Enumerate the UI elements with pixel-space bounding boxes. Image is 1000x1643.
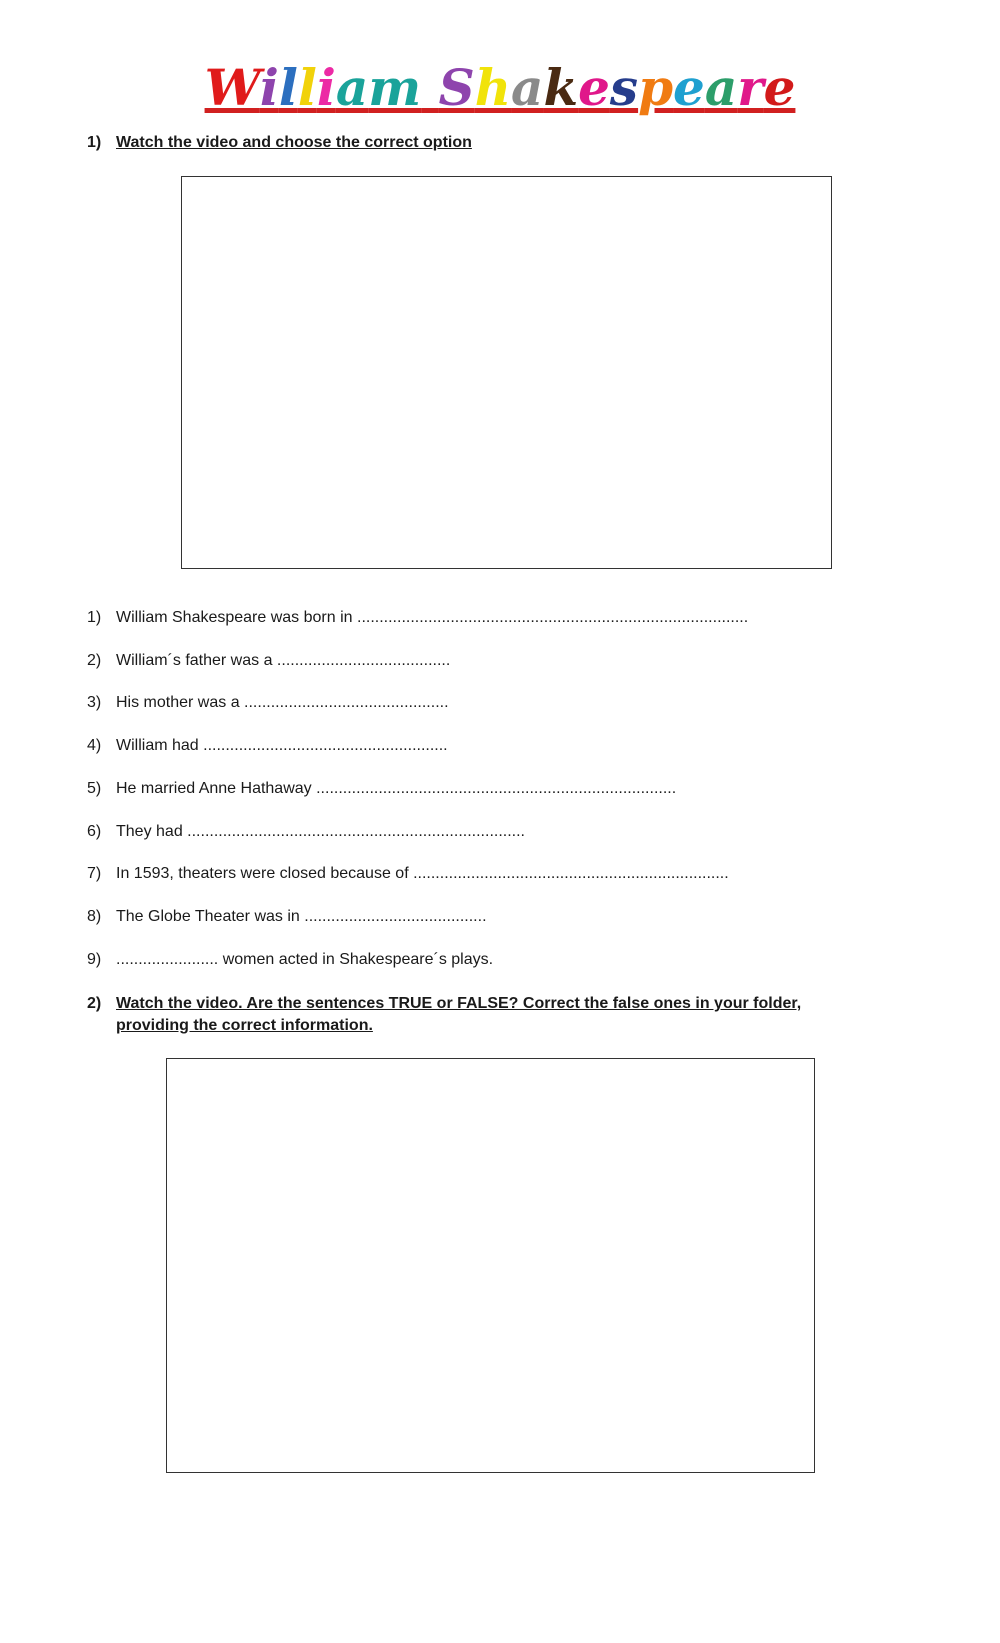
title-letter — [421, 58, 438, 117]
question-row — [87, 692, 449, 714]
question-text: They had ............................................................................ — [116, 823, 525, 840]
question-text: William Shakespeare was born in ........................................................................................ — [116, 609, 749, 626]
title-letter: S — [438, 58, 475, 117]
question-row — [87, 949, 493, 971]
question-row — [87, 778, 676, 800]
section-1-heading-text: Watch the video and choose the correct option — [116, 134, 472, 151]
question-row — [87, 735, 448, 757]
section-1-number: 1) — [87, 134, 102, 151]
title-letter: l — [297, 58, 317, 117]
title-letter: m — [368, 58, 422, 117]
title-letter: l — [278, 58, 298, 117]
title-letter: k — [543, 58, 579, 117]
question-text: William had ....................................................... — [116, 737, 448, 754]
question-number: 3) — [87, 694, 102, 711]
question-row — [87, 650, 450, 672]
title-letter: p — [638, 58, 674, 117]
title-letter: e — [578, 58, 610, 117]
question-text: William´s father was a ....................................... — [116, 652, 451, 669]
question-text: The Globe Theater was in ......................................... — [116, 908, 487, 925]
section-2-heading — [87, 993, 877, 1037]
title-letter: W — [204, 58, 260, 117]
question-number: 8) — [87, 908, 102, 925]
title-letter: e — [763, 58, 796, 117]
question-row — [87, 607, 748, 629]
title-letter: r — [737, 58, 764, 117]
question-number: 7) — [87, 865, 102, 882]
title-letter: a — [704, 58, 738, 117]
title-letter: s — [609, 58, 639, 117]
video-2-frame[interactable] — [166, 1058, 815, 1473]
question-number: 6) — [87, 823, 102, 840]
title-letter: a — [511, 58, 544, 117]
section-2-number: 2) — [87, 995, 102, 1012]
question-row — [87, 863, 729, 885]
question-number: 2) — [87, 652, 102, 669]
title-letter: i — [316, 58, 336, 117]
question-text: In 1593, theaters were closed because of ....................................................................... — [116, 865, 729, 882]
title-letter: i — [259, 58, 279, 117]
question-number: 4) — [87, 737, 102, 754]
question-row — [87, 906, 487, 928]
question-text: He married Anne Hathaway ................................................................................. — [116, 780, 677, 797]
title-letter: a — [335, 58, 369, 117]
question-number: 1) — [87, 609, 102, 626]
section-1-heading — [87, 132, 867, 154]
question-number: 5) — [87, 780, 102, 797]
title-letter: h — [474, 58, 512, 117]
question-text: His mother was a .............................................. — [116, 694, 449, 711]
question-number: 9) — [87, 951, 102, 968]
question-text: ....................... women acted in Shakespeare´s plays. — [116, 951, 494, 968]
question-row — [87, 821, 525, 843]
section-2-heading-text: Watch the video. Are the sentences TRUE or FALSE? Correct the false ones in your folder, providing the correct information. — [116, 995, 802, 1034]
page-title — [0, 52, 1000, 124]
video-1-frame[interactable] — [181, 176, 832, 569]
title-letter: e — [673, 58, 705, 117]
